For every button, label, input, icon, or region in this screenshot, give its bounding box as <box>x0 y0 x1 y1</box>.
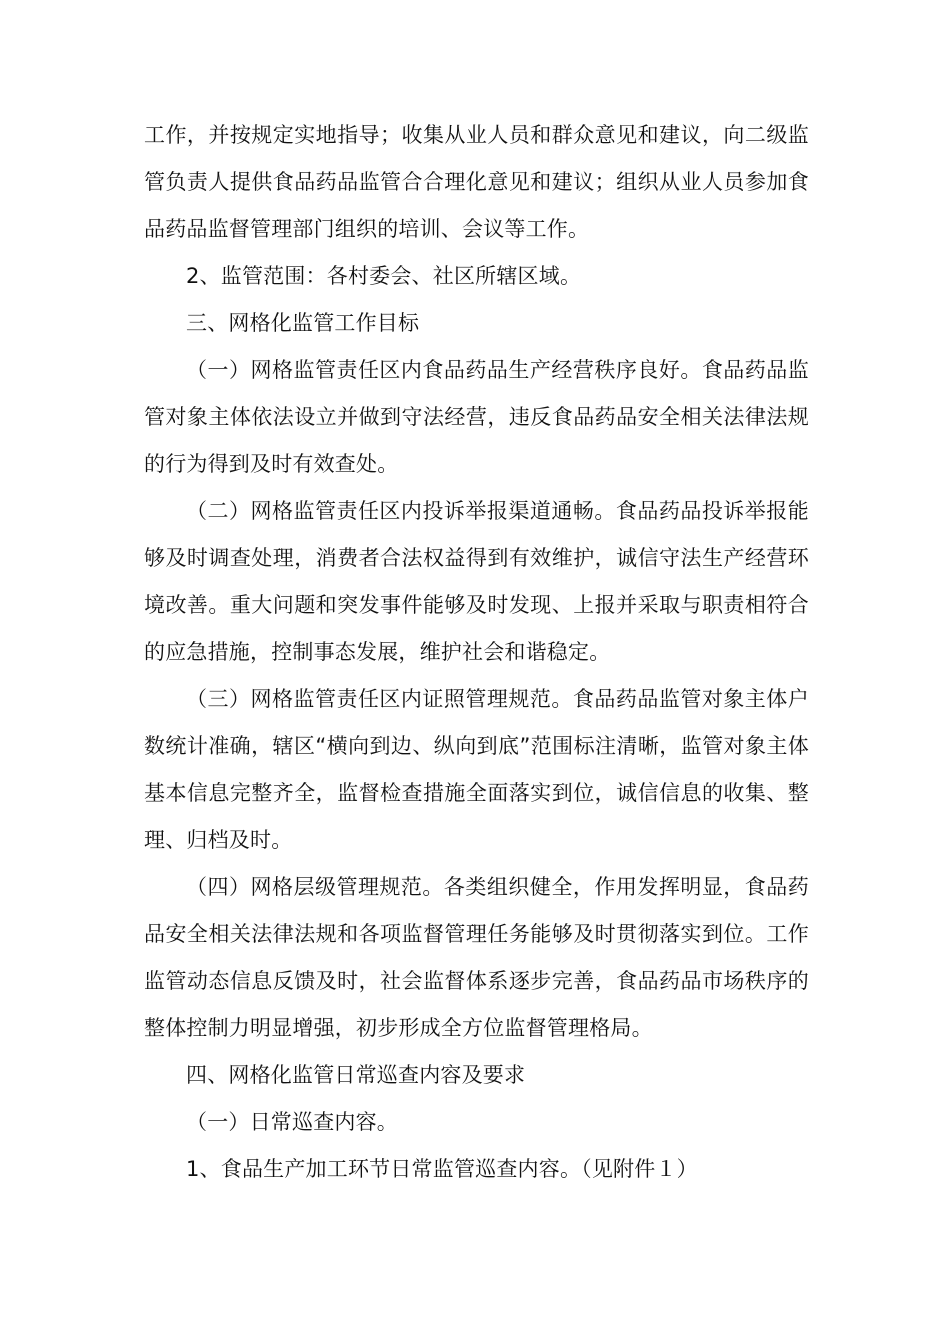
document-body <box>144 112 809 1193</box>
paragraph-goal-2: （二）网格监管责任区内投诉举报渠道通畅。食品药品投诉举报能够及时调查处理，消费者合法权益得到有效维护，诚信守法生产经营环境改善。重大问题和突发事件能够及时发现、上报并采取与职责相符合的应急措施，控制事态发展，维护社会和谐稳定。 <box>144 499 809 664</box>
paragraph-goal-3: （三）网格监管责任区内证照管理规范。食品药品监管对象主体户数统计准确，辖区“横向到边、纵向到底”范围标注清晰，监管对象主体基本信息完整齐全，监督检查措施全面落实到位，诚信信息的收集、整理、归档及时。 <box>144 687 809 852</box>
section-heading-goals: 三、网格化监管工作目标 <box>186 311 420 335</box>
paragraph-food-production-inspection: 1、食品生产加工环节日常监管巡查内容。（见附件１） <box>186 1157 698 1181</box>
paragraph-supervision-scope: 2、监管范围：各村委会、社区所辖区域。 <box>186 264 582 288</box>
subheading-daily-inspection: （一）日常巡查内容。 <box>186 1110 398 1134</box>
paragraph-continuation: 工作，并按规定实地指导；收集从业人员和群众意见和建议，向二级监管负责人提供食品药品监管合合理化意见和建议；组织从业人员参加食品药品监督管理部门组织的培训、会议等工作。 <box>144 123 809 241</box>
paragraph-goal-4: （四）网格层级管理规范。各类组织健全，作用发挥明显，食品药品安全相关法律法规和各项监督管理任务能够及时贯彻落实到位。工作监管动态信息反馈及时，社会监督体系逐步完善，食品药品市场秩序的整体控制力明显增强，初步形成全方位监督管理格局。 <box>144 875 809 1040</box>
paragraph-goal-1: （一）网格监管责任区内食品药品生产经营秩序良好。食品药品监管对象主体依法设立并做到守法经营，违反食品药品安全相关法律法规的行为得到及时有效查处。 <box>144 358 809 476</box>
section-heading-inspection: 四、网格化监管日常巡查内容及要求 <box>186 1063 526 1087</box>
